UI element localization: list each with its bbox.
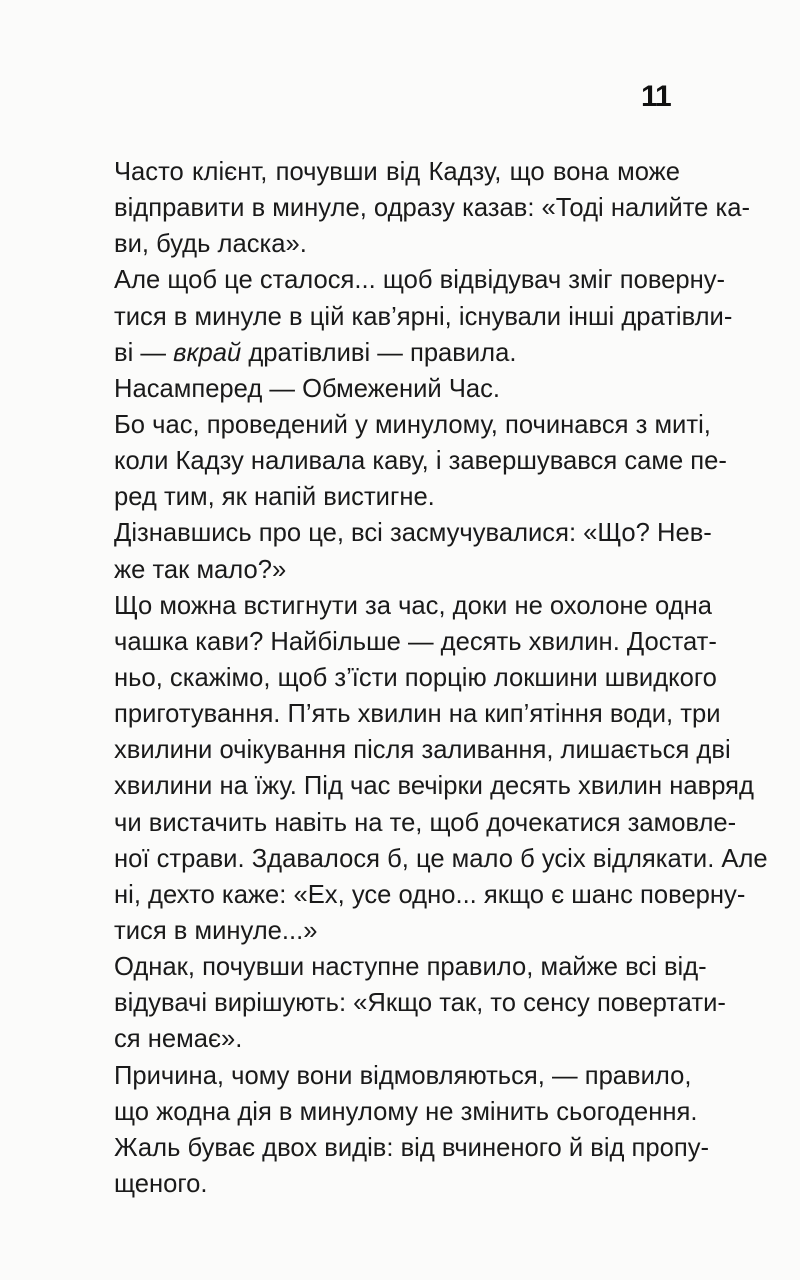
page-number: 11 <box>641 80 671 113</box>
paragraph-6 <box>114 588 768 949</box>
text-line: приготування. П’ять хвилин на кип’ятіння води, три <box>114 700 721 729</box>
text-line: чи вистачить навіть на те, щоб дочекатися замовле- <box>114 808 737 837</box>
text-line: Дізнавшись про це, всі засмучувалися: «Що? Нев- <box>114 519 712 548</box>
text-line: же так мало?» <box>114 555 287 584</box>
text-line: Насамперед — Обмежений Час. <box>114 374 501 403</box>
text-run: дратівливі — правила. <box>241 338 517 367</box>
paragraph-3 <box>114 371 680 407</box>
text-line: щеного. <box>114 1169 208 1198</box>
body-text <box>114 154 768 1202</box>
text-line: хвилини на їжу. Під час вечірки десять хвилин навряд <box>114 772 754 801</box>
text-line: Але щоб це сталося... щоб відвідувач зміг поверну- <box>114 266 726 295</box>
paragraph-2 <box>114 262 733 370</box>
text-line: ред тим, як напій вистигне. <box>114 483 435 512</box>
text-line: ної страви. Здавалося б, це мало б усіх відлякати. Але <box>114 844 768 873</box>
text-line: ся немає». <box>114 1025 243 1054</box>
text-line: Причина, чому вони відмовляються, — правило, <box>114 1061 692 1090</box>
paragraph-4 <box>114 407 727 515</box>
text-line: відувачі вирішують: «Якщо так, то сенсу повертати- <box>114 989 726 1018</box>
text-line: Бо час, проведений у минулому, починався з миті, <box>114 410 711 439</box>
text-line: тися в минуле в цій кав’ярні, існували інші дратівли- <box>114 302 733 331</box>
paragraph-9 <box>114 1130 710 1202</box>
text-line: Часто клієнт, почувши від Кадзу, що вона може <box>114 158 680 186</box>
text-line: Що можна встигнути за час, доки не охолоне одна <box>114 591 712 620</box>
text-run: ві — <box>114 338 174 367</box>
text-line: тися в минуле...» <box>114 916 318 945</box>
paragraph-7 <box>114 949 726 1057</box>
text-line <box>114 335 680 371</box>
paragraph-8 <box>114 1058 698 1130</box>
text-line: відправити в минуле, одразу казав: «Тоді налийте ка- <box>114 194 751 223</box>
paragraph-1 <box>114 154 751 262</box>
emphasized-word: вкрай <box>173 338 242 367</box>
text-line: чашка кави? Найбільше — десять хвилин. Достат- <box>114 627 717 656</box>
text-line: Жаль буває двох видів: від вчиненого й від пропу- <box>114 1133 710 1162</box>
text-line: ні, дехто каже: «Ех, усе одно... якщо є шанс поверну- <box>114 880 746 909</box>
text-line: коли Кадзу наливала каву, і завершувався саме пе- <box>114 447 727 476</box>
paragraph-5 <box>114 515 712 587</box>
text-line: що жодна дія в минулому не змінить сьогодення. <box>114 1097 698 1126</box>
text-line: ньо, скажімо, щоб з’їсти порцію локшини швидкого <box>114 663 717 692</box>
text-line: хвилини очікування після заливання, лишається дві <box>114 736 731 765</box>
text-line: Однак, почувши наступне правило, майже всі від- <box>114 953 707 982</box>
text-line: ви, будь ласка». <box>114 230 307 259</box>
